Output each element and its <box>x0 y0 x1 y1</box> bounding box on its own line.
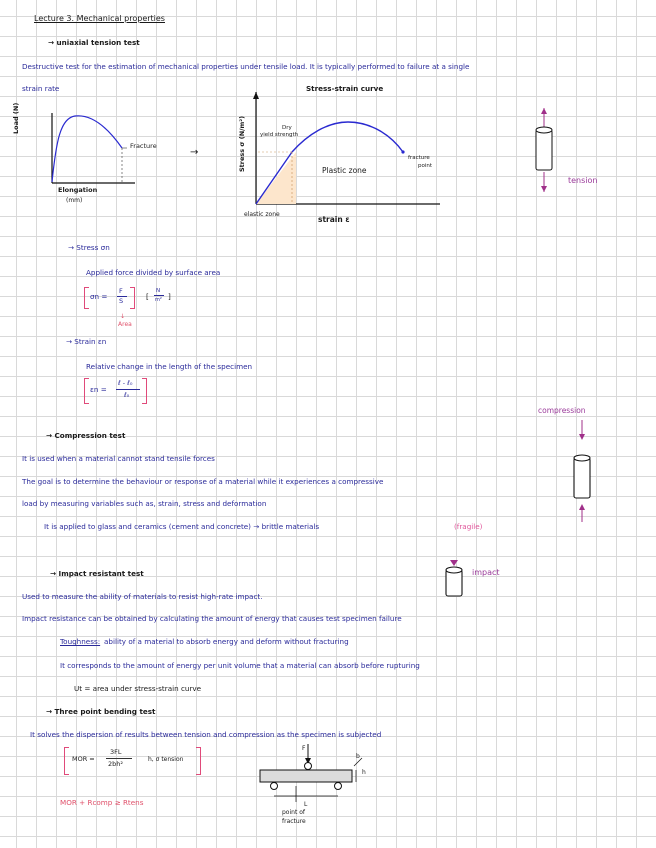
impact-heading: → Impact resistant test <box>50 569 144 578</box>
compression-line-3: load by measuring variables such as, strain, stress and deformation <box>22 499 267 508</box>
bending-line-1: It solves the dispersion of results between tension and compression as the specimen is subjected <box>30 730 382 739</box>
impact-line-1: Used to measure the ability of materials to resist high-rate impact. <box>22 592 263 601</box>
impact-cylinder-body <box>446 570 462 596</box>
toughness-label: Toughness: <box>60 637 101 646</box>
compression-label: compression <box>538 406 586 415</box>
graph-arrow: → <box>190 147 199 158</box>
stress-formula-lhs: σn = <box>90 292 108 301</box>
stress-formula-num: F <box>119 287 123 295</box>
mor-bracket-left <box>64 747 69 775</box>
load-xunit: (mm) <box>66 197 83 204</box>
ss-fracture-label: fracture <box>408 155 430 161</box>
compression-cylinder-top <box>574 455 590 461</box>
bending-b-label: b <box>356 753 360 760</box>
compression-heading: → Compression test <box>46 431 126 440</box>
compression-arrow-down-head <box>579 434 585 440</box>
stress-heading: → Stress σn <box>68 243 110 252</box>
compression-line-4-note: (fragile) <box>454 522 483 531</box>
strain-desc: Relative change in the length of the specimen <box>86 362 253 371</box>
stress-units-num: N <box>156 288 161 294</box>
strain-formula-lhs: εn = <box>90 385 107 394</box>
impact-line-4: It corresponds to the amount of energy per unit volume that a material can absorb before rupturing <box>60 661 420 670</box>
fracture-point-label: point of <box>282 809 305 816</box>
bending-h-label: h <box>362 769 366 776</box>
area-arrow: ↓ <box>120 313 126 320</box>
impact-cylinder-top <box>446 567 462 573</box>
fracture-point-label-2: fracture <box>282 818 306 825</box>
compression-cylinder-body <box>574 458 590 498</box>
page-title: Lecture 3. Mechanical properties <box>34 14 165 23</box>
strain-bracket-left <box>84 378 89 404</box>
yield-label-2: yield strength <box>260 132 299 138</box>
fracture-point <box>401 150 404 153</box>
mor-fraction-bar <box>106 758 132 759</box>
toughness-text: ability of a material to absorb energy and deform without fracturing <box>104 637 349 646</box>
load-elongation-graph <box>30 108 160 218</box>
compression-line-2: The goal is to determine the behaviour or response of a material while it experiences a compressive <box>22 477 384 486</box>
compression-arrow-up-head <box>579 504 585 510</box>
stress-units-close: ] <box>168 292 171 301</box>
right-support <box>335 783 342 790</box>
tension-label: tension <box>568 176 598 185</box>
compression-line-1: It is used when a material cannot stand tensile forces <box>22 454 215 463</box>
strain-fraction-bar <box>116 389 140 390</box>
load-curve <box>52 116 122 182</box>
strain-bracket-right <box>142 378 147 404</box>
elastic-zone-label: elastic zone <box>244 211 280 218</box>
mor-formula-lhs: MOR = <box>72 755 95 763</box>
load-fracture-label: Fracture <box>130 142 157 150</box>
strain-heading: → Strain εn <box>66 337 107 346</box>
yield-label: Dry <box>282 125 292 131</box>
ss-y-arrow <box>253 92 259 99</box>
mor-formula-num: 3FL <box>110 748 122 756</box>
ss-ylabel: Stress σ (N/m²) <box>238 115 246 172</box>
tension-cylinder-icon <box>526 108 566 198</box>
load-ylabel: Load (N) <box>12 102 20 134</box>
stress-desc: Applied force divided by surface area <box>86 268 221 277</box>
stress-units-open: [ <box>146 292 149 301</box>
area-note: Area <box>118 321 132 328</box>
mor-formula-den: 2bh² <box>108 760 123 768</box>
tension-arrow-down-head <box>541 186 547 192</box>
load-xlabel: Elongation <box>58 186 98 194</box>
strain-formula-den: ℓ₀ <box>124 391 130 399</box>
impact-line-2: Impact resistance can be obtained by calculating the amount of energy that causes test specimen failure <box>22 614 402 623</box>
mor-formula-note: h, σ tension <box>148 756 184 763</box>
impact-arrow <box>450 560 458 566</box>
beam <box>260 770 352 782</box>
compression-cylinder-icon <box>568 418 598 528</box>
bending-L-label: L <box>304 801 308 808</box>
strain-formula-num: ℓ - ℓ₀ <box>118 379 133 387</box>
ss-xlabel: strain ε <box>318 215 350 224</box>
top-roller <box>305 763 312 770</box>
mor-note: MOR + Rcomp ≥ Rtens <box>60 798 144 807</box>
tension-arrow-up-head <box>541 108 547 114</box>
impact-label: impact <box>472 568 500 577</box>
bending-heading: → Three point bending test <box>46 707 156 716</box>
tension-cylinder-top <box>536 127 552 133</box>
impact-cylinder-icon <box>440 560 470 604</box>
compression-line-4: It is applied to glass and ceramics (cement and concrete) → brittle materials <box>44 522 320 531</box>
uniaxial-heading: → uniaxial tension test <box>48 38 140 47</box>
stress-bracket-right <box>130 287 135 309</box>
stress-formula-den: S <box>119 297 124 305</box>
mor-bracket-right <box>196 747 201 775</box>
bending-F-label: F <box>302 745 306 752</box>
tension-cylinder-body <box>536 130 552 170</box>
ss-fracture-label-2: point <box>418 163 433 169</box>
uniaxial-desc: Destructive test for the estimation of mechanical properties under tensile load. It is typically performed to failure at a single <box>22 62 470 71</box>
plastic-zone-label: Plastic zone <box>322 166 367 175</box>
left-support <box>271 783 278 790</box>
ut-formula: Ut = area under stress-strain curve <box>74 684 202 693</box>
stress-bracket-left <box>84 287 89 309</box>
stress-units-den: m² <box>155 297 162 303</box>
ss-title: Stress-strain curve <box>306 84 384 93</box>
uniaxial-desc-2: strain rate <box>22 84 60 93</box>
